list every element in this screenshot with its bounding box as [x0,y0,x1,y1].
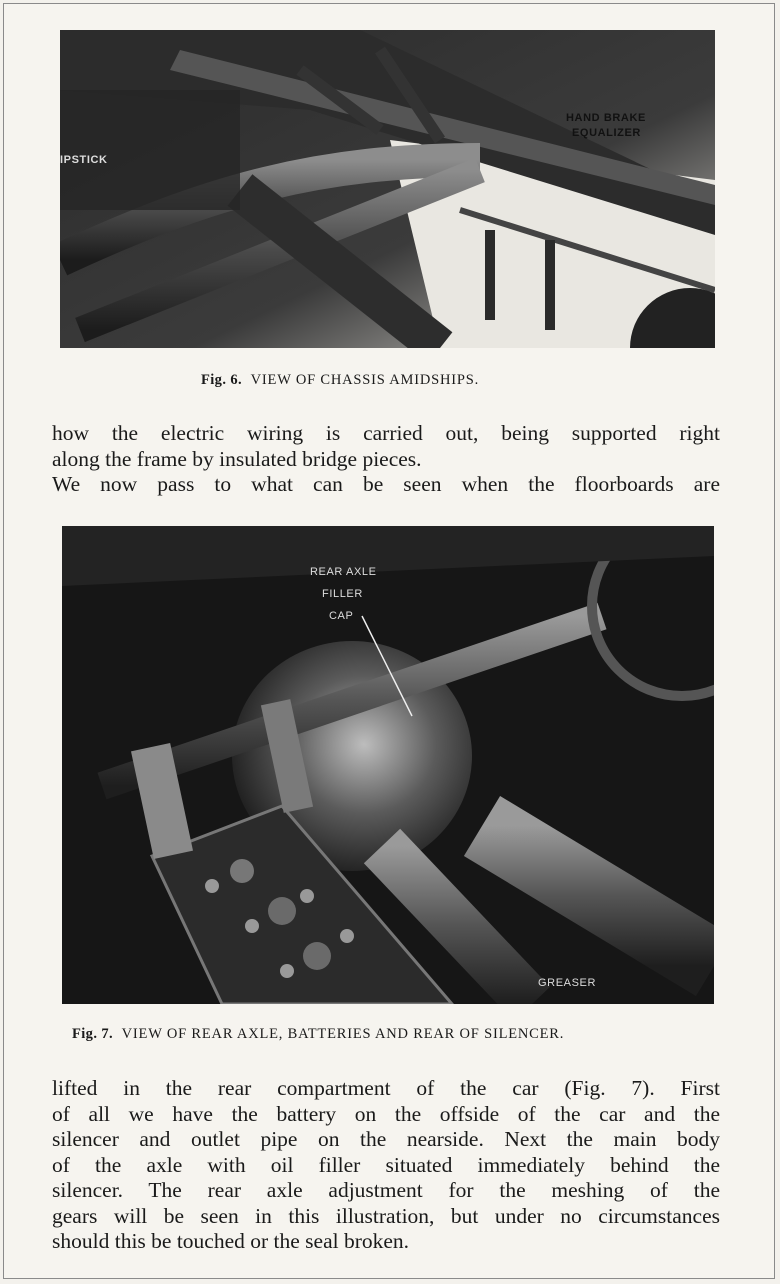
cap-label: CAP [329,610,354,622]
rear-axle-photo [62,526,714,1004]
figure-7-title: VIEW OF REAR AXLE, BATTERIES AND REAR OF SILENCER. [121,1026,565,1042]
paragraph-2-line: silencer and outlet pipe on the nearside. Next the main body [52,1127,720,1151]
paragraph-1 [52,421,720,498]
paragraph-2 [52,1076,720,1255]
paragraph-1-line: how the electric wiring is carried out, being supported right [52,421,720,445]
paragraph-2-line: of the axle with oil filler situated immediately behind the [52,1152,720,1177]
figure-6-number: Fig. 6. [201,372,243,388]
rear-axle-photo-drawing [62,526,714,1004]
figure-7-number: Fig. 7. [72,1026,114,1042]
filler-label: FILLER [322,588,363,600]
dipstick-label: IPSTICK [60,154,108,166]
paragraph-1-line: along the frame by insulated bridge pieces. [52,446,422,471]
figure-6-title: VIEW OF CHASSIS AMIDSHIPS. [250,372,480,388]
figure-6-caption [201,372,479,389]
paragraph-2-line: of all we have the battery on the offside of the car and the [52,1101,720,1126]
greaser-label: GREASER [538,977,596,989]
chassis-photo-drawing [60,30,715,348]
paragraph-2-line: gears will be seen in this illustration, but under no circumstances [52,1203,720,1228]
chassis-amidships-photo [60,30,715,348]
equalizer-label: EQUALIZER [572,127,641,139]
rear-axle-label: REAR AXLE [310,566,377,578]
paragraph-2-line: lifted in the rear compartment of the car (Fig. 7). First [52,1076,720,1100]
hand-brake-label: HAND BRAKE [566,112,646,124]
paragraph-1-line: We now pass to what can be seen when the floorboards are [52,472,720,496]
paragraph-2-line: silencer. The rear axle adjustment for the meshing of the [52,1178,720,1202]
paragraph-2-line: should this be touched or the seal broken. [52,1229,410,1253]
figure-7-caption [72,1026,564,1043]
